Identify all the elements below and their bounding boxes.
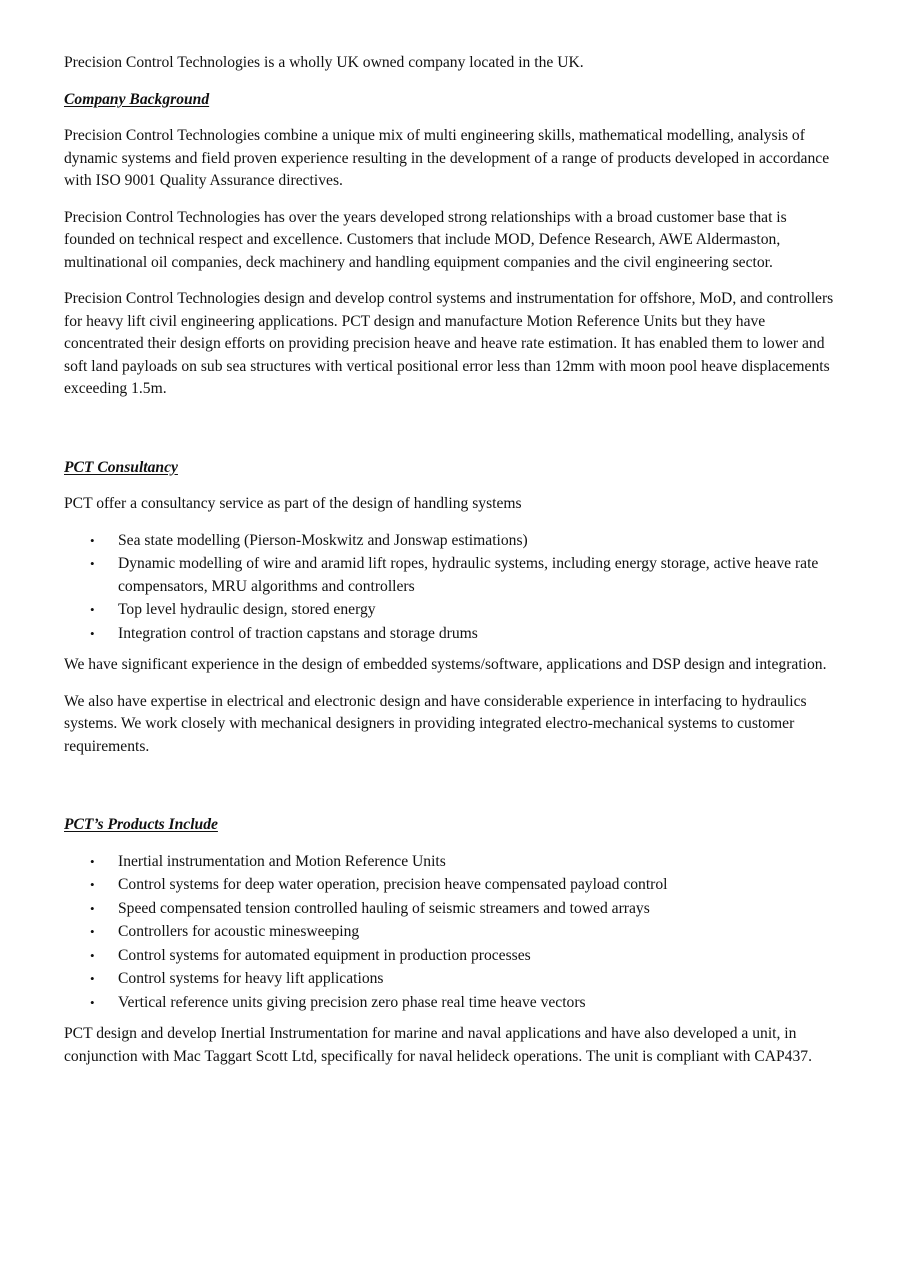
paragraph: We have significant experience in the design of embedded systems/software, applications and DSP design and integration. xyxy=(64,656,827,673)
paragraph: PCT design and develop Inertial Instrumentation for marine and naval applications and have also developed a unit, in conjunction with Mac Taggart Scott Ltd, specifically for naval helideck operations. The unit is compliant with CAP437. xyxy=(64,1025,812,1065)
list-item xyxy=(64,992,834,1015)
list-item xyxy=(64,898,834,921)
list-item xyxy=(64,851,834,874)
spacer xyxy=(64,415,834,457)
list-item-text: Control systems for deep water operation, precision heave compensated payload control xyxy=(118,876,668,893)
list-item-text: Dynamic modelling of wire and aramid lift ropes, hydraulic systems, including energy storage, active heave rate compensators, MRU algorithms and controllers xyxy=(118,555,819,595)
section-pct-products xyxy=(64,814,834,1068)
bullet-icon: • xyxy=(90,625,95,641)
section-heading: Company Background xyxy=(64,90,210,108)
list-item xyxy=(64,945,834,968)
paragraph: We also have expertise in electrical and electronic design and have considerable experience in interfacing to hydraulics systems. We work closely with mechanical designers in providing integrated electro-mechanical systems to customer requirements. xyxy=(64,692,807,755)
bullet-icon: • xyxy=(90,947,95,963)
section-company-background xyxy=(64,89,834,401)
list-item xyxy=(64,599,834,622)
list-item-text: Integration control of traction capstans and storage drums xyxy=(118,624,478,642)
spacer xyxy=(64,772,834,814)
bullet-icon: • xyxy=(90,971,95,986)
list-item-text: Speed compensated tension controlled hauling of seismic streamers and towed arrays xyxy=(118,899,650,917)
list-item xyxy=(64,553,834,598)
list-item xyxy=(64,623,834,646)
list-item-text: Sea state modelling (Pierson-Moskwitz and Jonswap estimations) xyxy=(118,531,528,549)
list-item xyxy=(64,968,834,991)
bullet-icon: • xyxy=(90,532,95,548)
paragraph: Precision Control Technologies has over the years developed strong relationships with a broad customer base that is founded on technical respect and excellence. Customers that include MOD, Defence Research, AWE Aldermaston, multinational oil companies, deck machinery and handling equipment companies and the civil engineering sector. xyxy=(64,208,787,271)
intro-paragraph: Precision Control Technologies is a wholly UK owned company located in the UK. xyxy=(64,54,584,71)
list-item xyxy=(64,874,834,897)
consultancy-bullet-list xyxy=(64,530,834,646)
section-heading: PCT’s Products Include xyxy=(64,816,218,833)
bullet-icon: • xyxy=(90,602,95,617)
list-item-text: Vertical reference units giving precision zero phase real time heave vectors xyxy=(118,993,586,1011)
bullet-icon: • xyxy=(90,556,95,571)
bullet-icon: • xyxy=(90,924,95,939)
bullet-icon: • xyxy=(90,877,95,892)
paragraph: Precision Control Technologies combine a unique mix of multi engineering skills, mathematical modelling, analysis of dynamic systems and field proven experience resulting in the development of a range of products developed in accordance with ISO 9001 Quality Assurance directives. xyxy=(64,127,830,189)
list-item-text: Control systems for heavy lift applications xyxy=(118,970,384,987)
list-item-text: Controllers for acoustic minesweeping xyxy=(118,923,360,940)
lead-paragraph: PCT offer a consultancy service as part of the design of handling systems xyxy=(64,495,522,512)
document-page xyxy=(64,52,834,1082)
bullet-icon: • xyxy=(90,853,95,869)
list-item-text: Control systems for automated equipment in production processes xyxy=(118,946,531,964)
paragraph: Precision Control Technologies design and develop control systems and instrumentation for offshore, MoD, and controllers for heavy lift civil engineering applications. PCT design and manufacture Motion Reference Units but they have concentrated their design efforts on providing precision heave and heave rate estimation. It has enabled them to lower and soft land payloads on sub sea structures with vertical positional error less than 12mm with moon pool heave displacements exceeding 1.5m. xyxy=(64,290,834,397)
list-item xyxy=(64,921,834,944)
list-item-text: Inertial instrumentation and Motion Reference Units xyxy=(118,852,446,870)
bullet-icon: • xyxy=(90,994,95,1010)
products-bullet-list xyxy=(64,851,834,1015)
list-item-text: Top level hydraulic design, stored energy xyxy=(118,601,376,618)
list-item xyxy=(64,530,834,553)
section-pct-consultancy xyxy=(64,457,834,759)
section-heading: PCT Consultancy xyxy=(64,458,178,476)
bullet-icon: • xyxy=(90,900,95,916)
